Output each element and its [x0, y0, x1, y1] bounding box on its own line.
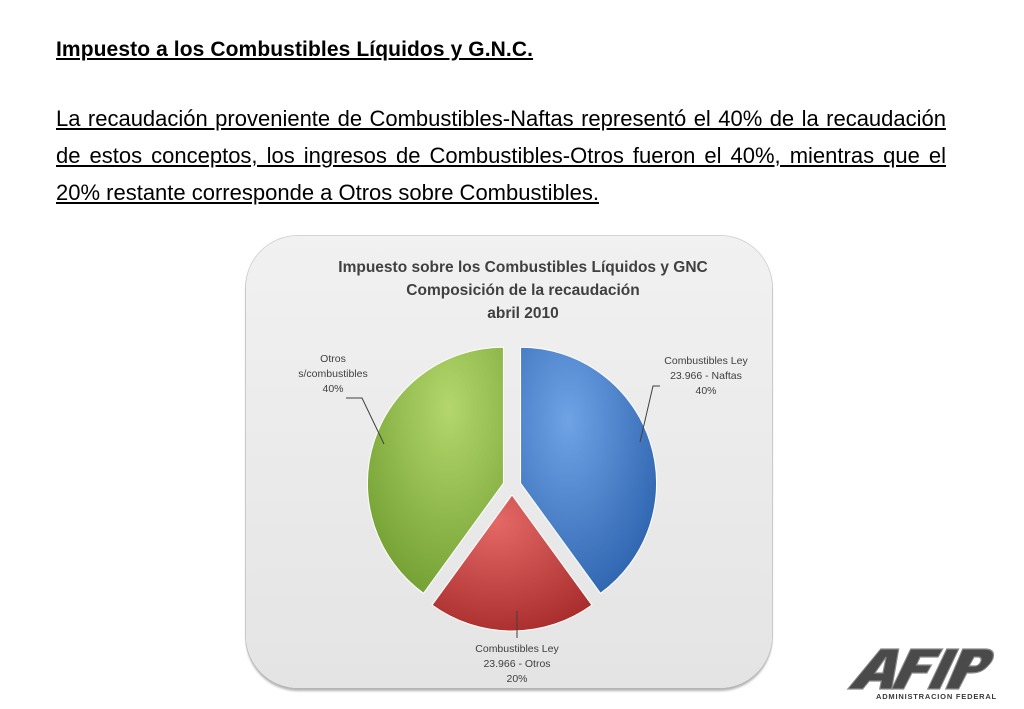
slice-label-1-line-2: 23.966 - Naftas	[670, 370, 742, 382]
slice-label-1-line-1: Combustibles Ley	[664, 355, 748, 367]
afip-logo	[846, 645, 1006, 703]
chart-title-line-2: Composición de la recaudación	[406, 282, 640, 299]
slice-label-3-line-1: Otros	[320, 353, 346, 365]
page-title: Impuesto a los Combustibles Líquidos y G.N.C.	[56, 38, 534, 61]
chart-title-line-3: abril 2010	[487, 305, 559, 322]
slice-label-1-line-3: 40%	[695, 385, 717, 397]
slice-label-2-line-1: Combustibles Ley	[475, 643, 559, 655]
body-paragraph: La recaudación proveniente de Combustibles-Naftas representó el 40% de la recaudación de estos conceptos, los ingresos de Combustibles-Otros fueron el 40%, mientras que el 20% restante corresponde a Otros sobre Combustibles.	[56, 106, 946, 205]
afip-logo-text: AFIP	[846, 645, 849, 646]
slice-label-2-line-2: 23.966 - Otros	[483, 658, 551, 670]
slice-label-2-line-3: 20%	[506, 673, 528, 685]
pie-chart-panel	[246, 236, 772, 688]
chart-title-line-1: Impuesto sobre los Combustibles Líquidos y GNC	[338, 259, 708, 276]
pie-chart	[246, 236, 772, 688]
slice-label-3-line-3: 40%	[322, 383, 344, 395]
slice-label-3-line-2: s/combustibles	[298, 368, 368, 380]
afip-logo-subtitle: ADMINISTRACION FEDERAL	[876, 692, 997, 701]
